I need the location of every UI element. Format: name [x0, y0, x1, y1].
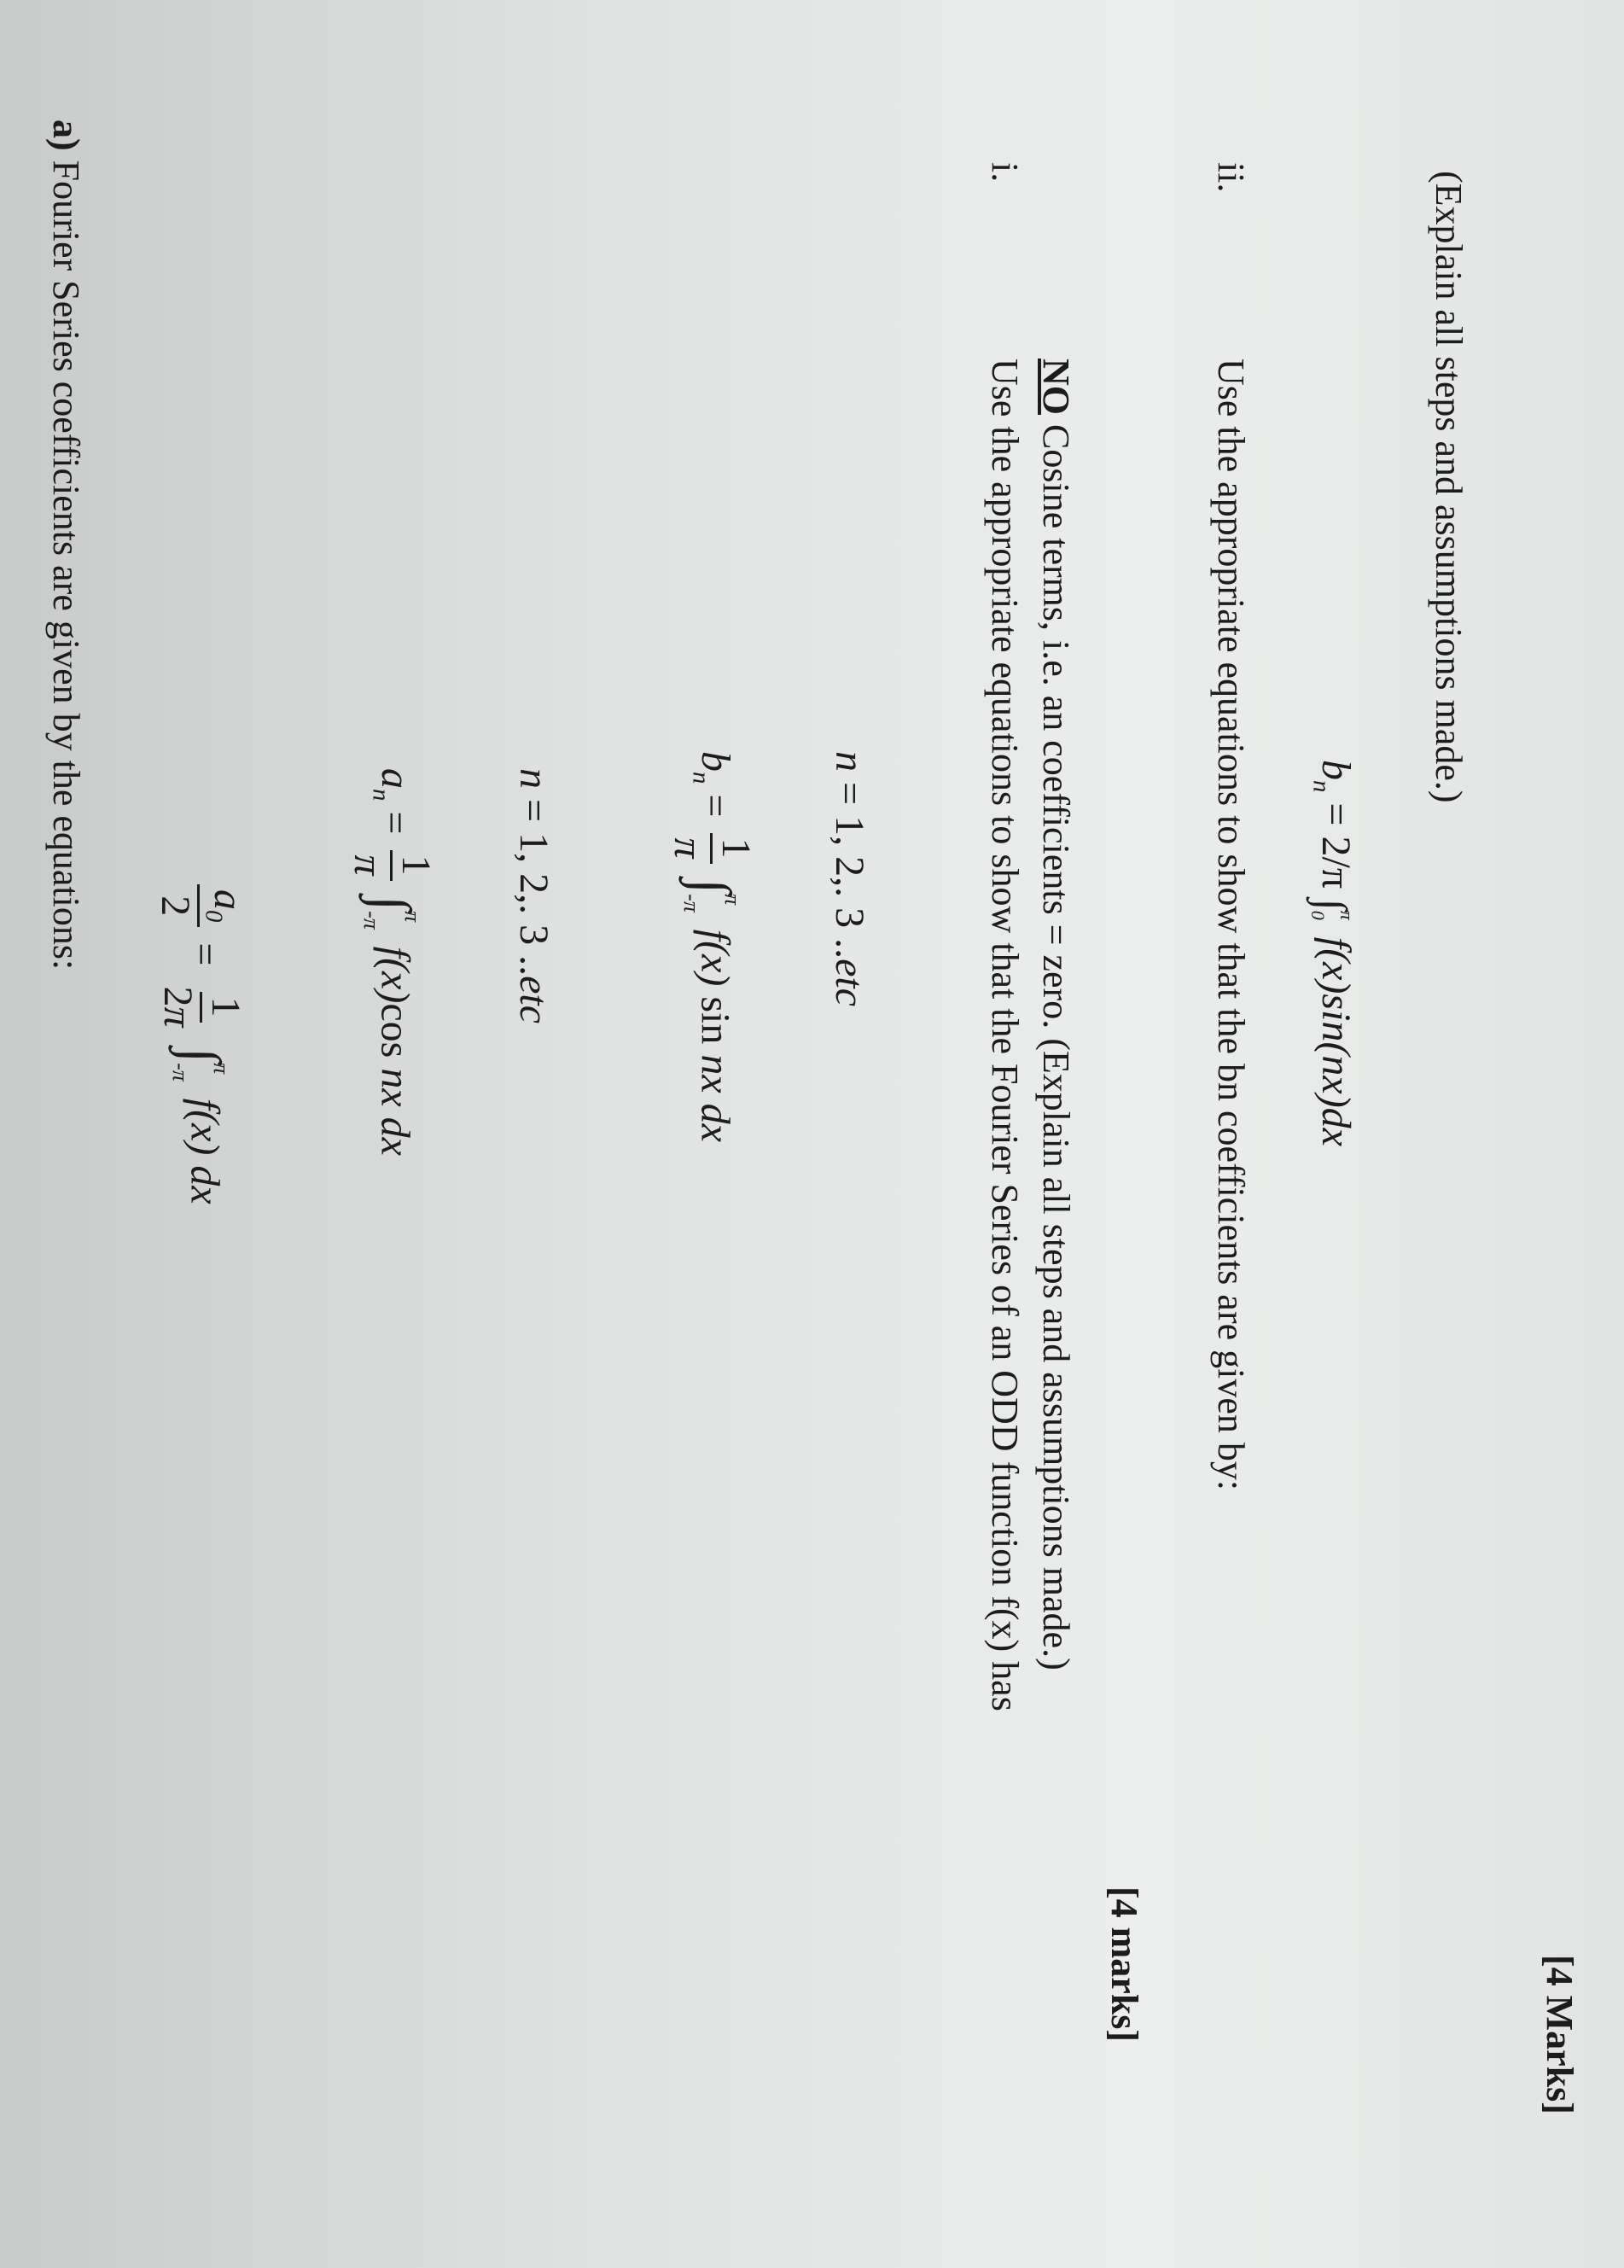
question-i-numeral: i. — [984, 162, 1026, 183]
bn-range: n = 1, 2,. 3 ..etc — [827, 751, 872, 1007]
question-ii-marks: [4 Marks] — [1539, 1955, 1580, 2114]
question-i-marks: [4 marks] — [1103, 1886, 1145, 2043]
part-label: a) — [45, 120, 87, 151]
equation-bn: $b_n$ = 1 π ∫ π -π f(x) sin nx dx — [666, 751, 759, 1142]
intro-text: Fourier Series coefficients are given by the equations: — [45, 160, 87, 971]
an-range: n = 1, 2,. 3 ..etc — [511, 768, 556, 1024]
no-emphasis: NO — [1035, 359, 1077, 415]
question-ii-numeral: ii. — [1210, 162, 1252, 193]
question-ii-line1: Use the appropriate equations to show that the bn coefficients are given by: — [1210, 359, 1252, 1491]
question-i-line1: Use the appropriate equations to show that the Fourier Series of an ODD function f(x) has — [984, 359, 1026, 1711]
intro-line — [44, 120, 88, 970]
equation-an: $a_n$ = 1 π ∫ π -π f(x)cos nx dx — [346, 768, 439, 1156]
equation-a0: $a_0$ 2 = 1 2π ∫ π -π f(x) dx — [152, 879, 250, 1204]
question-i-line2-rest: Cosine terms, i.e. an coefficients = zero. (Explain all steps and assumptions made.) — [1035, 424, 1077, 1670]
question-i-line2 — [1034, 359, 1078, 1670]
question-ii-formula: $b_n = 2/\pi$ ∫ π 0 f(x)sin(nx)dx — [1307, 760, 1359, 1146]
question-ii-note: (Explain all steps and assumptions made.) — [1428, 171, 1470, 803]
